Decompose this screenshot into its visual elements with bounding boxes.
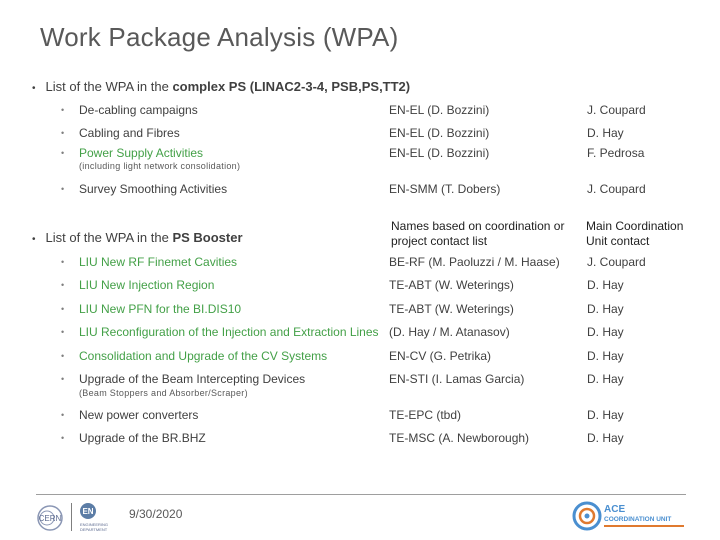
row-bullet: •: [61, 410, 65, 420]
section-complex-ps-heading: [32, 79, 410, 94]
unit-contact: J. Coupard: [587, 255, 646, 269]
wpa-name: New power converters: [79, 408, 199, 422]
wpa-name: LIU Reconfiguration of the Injection and Extraction Lines: [79, 325, 379, 339]
table-row: [0, 254, 720, 270]
row-bullet: •: [61, 304, 65, 314]
table-row: [0, 125, 720, 141]
wpa-name: Upgrade of the BR.BHZ: [79, 431, 206, 445]
wpa-name: LIU New Injection Region: [79, 278, 215, 292]
unit-contact: D. Hay: [587, 325, 624, 339]
coordination-name: EN-EL (D. Bozzini): [389, 126, 490, 140]
section-bold: PS Booster: [172, 230, 243, 245]
column-header-unit: Main Coordination Unit contact: [586, 219, 684, 248]
unit-contact: D. Hay: [587, 278, 624, 292]
table-row: [0, 407, 720, 423]
table-row: [0, 348, 720, 364]
ace-coordination-logo: [571, 498, 689, 539]
row-bullet: •: [61, 327, 65, 337]
table-row: [0, 324, 720, 340]
page-title: Work Package Analysis (WPA): [40, 22, 399, 52]
coordination-name: EN-CV (G. Petrika): [389, 349, 492, 363]
wpa-name: Consolidation and Upgrade of the CV Systems: [79, 349, 328, 363]
row-bullet: •: [61, 148, 65, 158]
coordination-name: EN-STI (I. Lamas Garcia): [389, 372, 525, 386]
row-note: (Beam Stoppers and Absorber/Scraper): [79, 388, 248, 398]
footer-date: 9/30/2020: [129, 507, 183, 521]
svg-text:ENGINEERING: ENGINEERING: [80, 522, 109, 527]
coordination-name: EN-EL (D. Bozzini): [389, 103, 490, 117]
table-row: [0, 277, 720, 293]
section-bold: complex PS (LINAC2-3-4, PSB,PS,TT2): [172, 79, 411, 94]
logo-separator: [71, 503, 72, 531]
svg-text:DEPARTMENT: DEPARTMENT: [80, 527, 108, 532]
unit-contact: D. Hay: [587, 126, 624, 140]
wpa-name: LIU New PFN for the BI.DIS10: [79, 302, 242, 316]
row-note: (including light network consolidation): [79, 161, 241, 171]
wpa-name: De-cabling campaigns: [79, 103, 198, 117]
coordination-name: TE-MSC (A. Newborough): [389, 431, 530, 445]
row-bullet: •: [61, 351, 65, 361]
coordination-name: TE-ABT (W. Weterings): [389, 278, 514, 292]
table-row: [0, 301, 720, 317]
coordination-name: EN-SMM (T. Dobers): [389, 182, 501, 196]
en-department-logo: [78, 502, 118, 539]
coordination-name: (D. Hay / M. Atanasov): [389, 325, 510, 339]
wpa-name: Upgrade of the Beam Intercepting Devices: [79, 372, 306, 386]
wpa-name: Cabling and Fibres: [79, 126, 180, 140]
wpa-name: Power Supply Activities: [79, 146, 204, 160]
bullet: •: [32, 83, 36, 94]
wpa-name: LIU New RF Finemet Cavities: [79, 255, 238, 269]
table-row: [0, 145, 720, 161]
unit-contact: J. Coupard: [587, 103, 646, 117]
section-prefix: List of the WPA in the: [45, 230, 173, 245]
coordination-name: TE-ABT (W. Weterings): [389, 302, 514, 316]
coordination-name: EN-EL (D. Bozzini): [389, 146, 490, 160]
row-bullet: •: [61, 257, 65, 267]
column-header-coordination: Names based on coordination or project contact list: [391, 219, 565, 248]
unit-contact: D. Hay: [587, 372, 624, 386]
svg-text:ACE: ACE: [604, 504, 626, 515]
svg-text:EN: EN: [82, 507, 94, 516]
footer-divider: [36, 494, 686, 495]
row-bullet: •: [61, 374, 65, 384]
unit-contact: D. Hay: [587, 349, 624, 363]
row-bullet: •: [61, 280, 65, 290]
row-bullet: •: [61, 433, 65, 443]
unit-contact: D. Hay: [587, 431, 624, 445]
bullet: •: [32, 234, 36, 245]
table-row: [0, 181, 720, 197]
unit-contact: J. Coupard: [587, 182, 646, 196]
unit-contact: D. Hay: [587, 302, 624, 316]
coordination-name: BE-RF (M. Paoluzzi / M. Haase): [389, 255, 560, 269]
table-row: [0, 102, 720, 118]
table-row: [0, 430, 720, 446]
table-row: [0, 371, 720, 387]
row-bullet: •: [61, 105, 65, 115]
coordination-name: TE-EPC (tbd): [389, 408, 462, 422]
section-prefix: List of the WPA in the: [45, 79, 173, 94]
section-ps-booster-heading: [32, 230, 243, 245]
svg-text:CERN: CERN: [38, 514, 62, 523]
unit-contact: F. Pedrosa: [587, 146, 645, 160]
cern-logo: [34, 504, 66, 537]
svg-text:COORDINATION UNIT: COORDINATION UNIT: [604, 516, 672, 523]
row-bullet: •: [61, 128, 65, 138]
unit-contact: D. Hay: [587, 408, 624, 422]
row-bullet: •: [61, 184, 65, 194]
wpa-name: Survey Smoothing Activities: [79, 182, 228, 196]
